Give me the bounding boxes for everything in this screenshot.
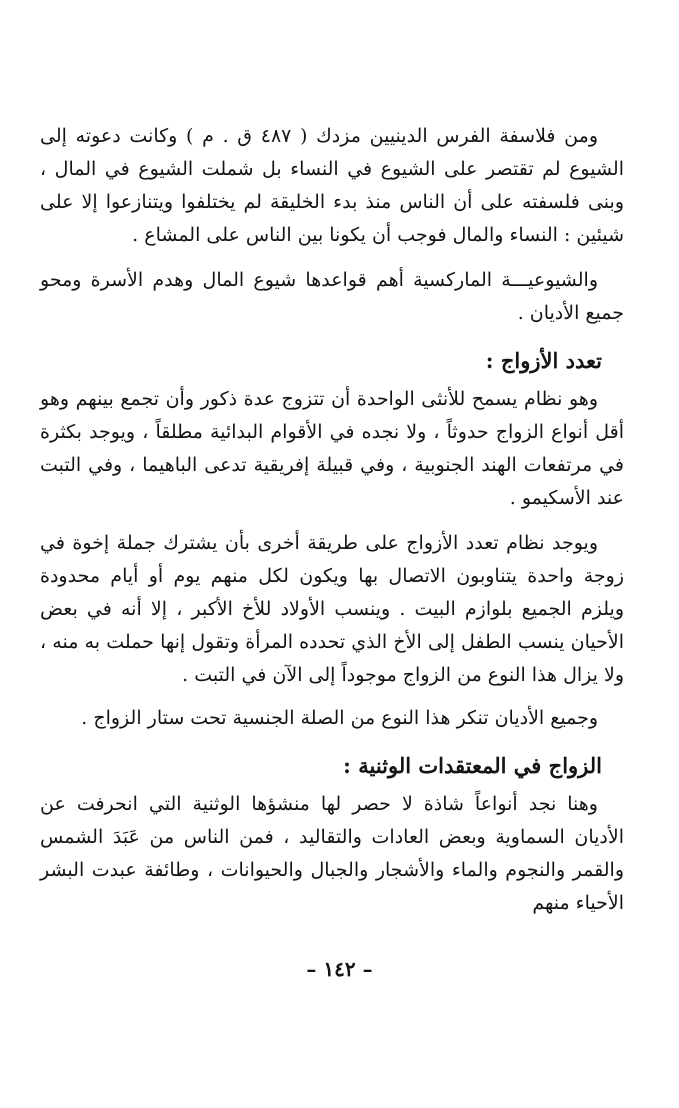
document-page [40, 120, 624, 920]
paragraph-religions-reject: وجميع الأديان تنكر هذا النوع من الصلة الجنسية تحت ستار الزواج . [81, 707, 598, 729]
heading-polyandry: تعدد الأزواج : [485, 348, 602, 373]
paragraph-marxist-communism: والشيوعيـــة الماركسية أهم قواعدها شيوع المال وهدم الأسرة ومحو جميع الأديان . [40, 269, 624, 324]
paragraph-fraternal-polyandry: ويوجد نظام تعدد الأزواج على طريقة أخرى بأن يشترك جملة إخوة في زوجة واحدة يتناوبون الاتصال بها ويكون لكل منهم يوم أو أيام محدودة ويلزم الجميع بلوازم البيت . وينسب الأولاد للأخ الأكبر ، إلا أنه في بعض الأحيان ينسب الطفل إلى الأخ الذي تحدده المرأة وتقول إنها حملت به منه ، ولا يزال هذا النوع من الزواج موجوداً إلى الآن في التبت . [40, 532, 624, 686]
paragraph-polyandry-definition: وهو نظام يسمح للأنثى الواحدة أن تتزوج عدة ذكور وأن تجمع بينهم وهو أقل أنواع الزواج حدوثاً ، ولا نجده في الأقوام البدائية مطلقاً ، ويوجد بكثرة في مرتفعات الهند الجنوبية ، وفي قبيلة إفريقية تدعى الباهيما ، وفي التبت عند الأسكيمو . [40, 388, 624, 509]
paragraph-pagan-beliefs: وهنا نجد أنواعاً شاذة لا حصر لها منشؤها الوثنية التي انحرفت عن الأديان السماوية وبعض العادات والتقاليد ، فمن الناس من عَبَدَ الشمس والقمر والنجوم والماء والأشجار والجبال والحيوانات ، وطائفة عبدت البشر الأحياء منهم [40, 793, 624, 914]
paragraph-mazdak: ومن فلاسفة الفرس الدينيين مزدك ( ٤٨٧ ق . م ) وكانت دعوته إلى الشيوع لم تقتصر على الشيوع في النساء بل شملت الشيوع في المال ، وبنى فلسفته على أن الناس منذ بدء الخليقة لم يختلفوا ويتنازعوا إلا على شيئين : النساء والمال فوجب أن يكونا بين الناس على المشاع . [40, 125, 624, 246]
heading-pagan-marriage: الزواج في المعتقدات الوثنية : [343, 753, 602, 778]
page-number: – ١٤٢ – [306, 957, 373, 981]
